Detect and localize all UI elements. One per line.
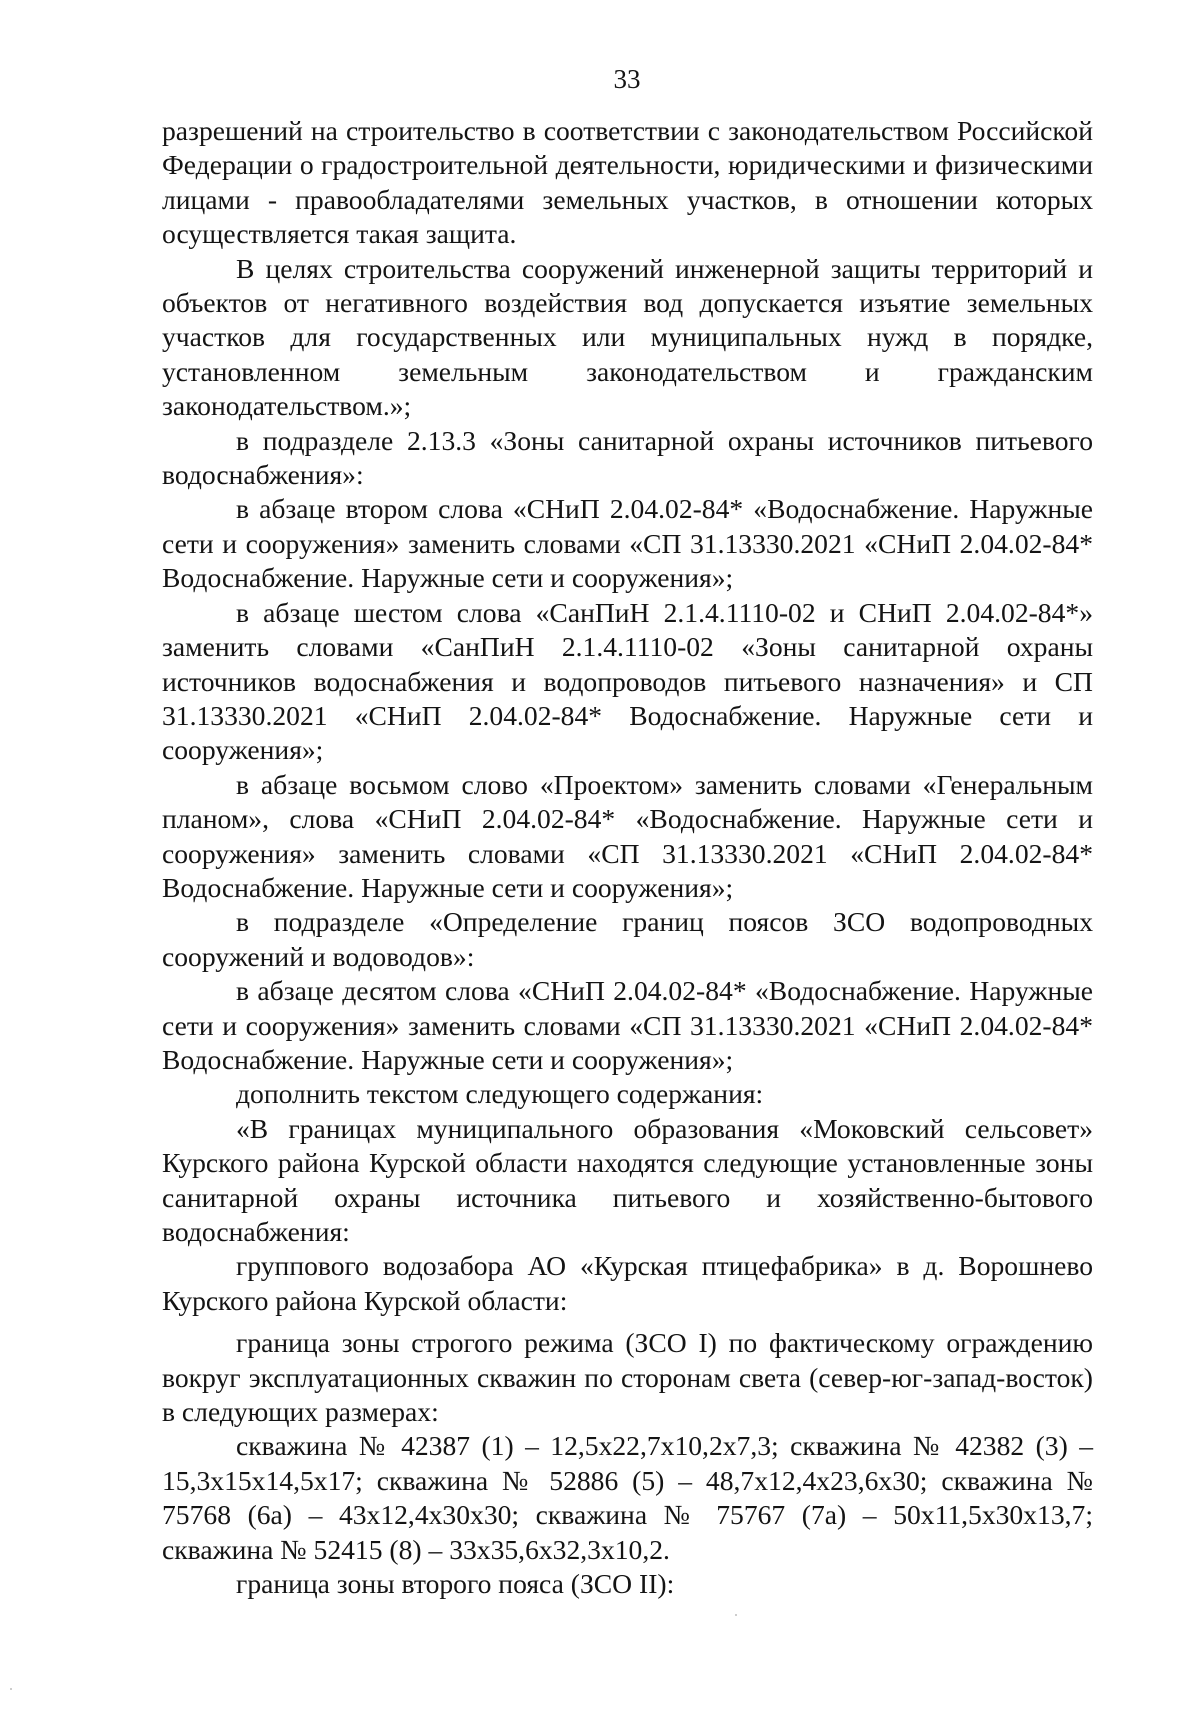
paragraph: «В границах муниципального образования «Моковский сельсовет» Курского района Курской области находятся следующие установленные зоны санитарной охраны источника питьевого и хозяйственно-бытового водоснабжения: [162,1112,1093,1247]
paragraph: В целях строительства сооружений инженерной защиты территорий и объектов от негативного воздействия вод допускается изъятие земельных участков для государственных или муниципальных нужд в порядке, установленном земельным законодательством и гражданским законодательством.»; [162,252,1093,422]
paragraph: граница зоны второго пояса (ЗСО II): [236,1568,675,1600]
paragraph: скважина № 42387 (1) – 12,5х22,7х10,2х7,3; скважина № 42382 (3) – 15,3х15х14,5х17; скважина № 52886 (5) – 48,7х12,4х23,6х30; скважина № 75768 (6а) – 43х12,4х30х30; скважина № 75767 (7а) – 50х11,5х30х13,7; скважина № 52415 (8) – 33х35,6х32,3х10,2. [162,1430,1093,1565]
paragraph: в подразделе 2.13.3 «Зоны санитарной охраны источников питьевого водоснабжения»: [162,424,1093,491]
paragraph: разрешений на строительство в соответствии с законодательством Российской Федерации о градостроительной деятельности, юридическими и физическими лицами - правообладателями земельных участков, в отношении которых осуществляется такая защита. [162,115,1093,250]
paragraph: в абзаце шестом слова «СанПиН 2.1.4.1110-02 и СНиП 2.04.02-84*» заменить словами «СанПиН 2.1.4.1110-02 «Зоны санитарной охраны источников водоснабжения и водопроводов питьевого назначения» и СП 31.13330.2021 «СНиП 2.04.02-84* Водоснабжение. Наружные сети и сооружения»; [162,596,1093,766]
scan-speck [735,1614,737,1616]
paragraph: в абзаце десятом слова «СНиП 2.04.02-84* «Водоснабжение. Наружные сети и сооружения» заменить словами «СП 31.13330.2021 «СНиП 2.04.02-84* Водоснабжение. Наружные сети и сооружения»; [162,975,1093,1075]
document-body [162,114,1093,1601]
paragraph: в подразделе «Определение границ поясов ЗСО водопроводных сооружений и водоводов»: [162,906,1093,972]
paragraph: группового водозабора АО «Курская птицефабрика» в д. Ворошнево Курского района Курской области: [162,1250,1093,1316]
scan-speck [10,1688,12,1690]
page-number: 33 [613,64,641,94]
paragraph: граница зоны строгого режима (ЗСО I) по фактическому ограждению вокруг эксплуатационных скважин по сторонам света (север-юг-запад-восток) в следующих размерах: [162,1327,1093,1428]
paragraph: дополнить текстом следующего содержания: [236,1078,764,1110]
paragraph: в абзаце восьмом слово «Проектом» заменить словами «Генеральным планом», слова «СНиП 2.04.02-84* «Водоснабжение. Наружные сети и сооружения» заменить словами «СП 31.13330.2021 «СНиП 2.04.02-84* Водоснабжение. Наружные сети и сооружения»; [162,768,1093,903]
paragraph: в абзаце втором слова «СНиП 2.04.02-84* «Водоснабжение. Наружные сети и сооружения» заменить словами «СП 31.13330.2021 «СНиП 2.04.02-84* Водоснабжение. Наружные сети и сооружения»; [162,493,1093,594]
